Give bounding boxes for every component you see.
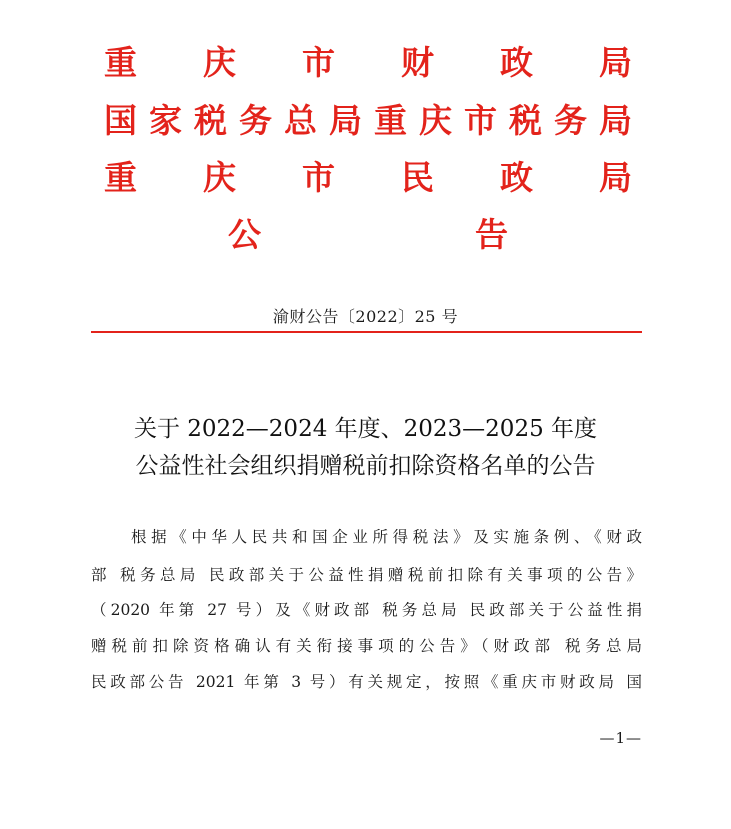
masthead-char: 市	[302, 43, 335, 82]
masthead-line-civil-affairs-bureau	[104, 155, 632, 201]
document-title-line-2: 公益性社会组织捐赠税前扣除资格名单的公告	[135, 453, 596, 479]
masthead-char: 局	[599, 101, 632, 140]
masthead-char: 务	[554, 101, 587, 140]
masthead-char: 民	[401, 158, 434, 197]
body-text-line: 部 税务总局 民政部关于公益性捐赠税前扣除有关事项的公告》	[91, 566, 642, 584]
masthead-char: 市	[302, 158, 335, 197]
body-text-line: 民政部公告 2021 年第 3 号）有关规定，按照《重庆市财政局 国	[91, 673, 642, 691]
masthead-char: 国	[104, 101, 137, 140]
masthead-char: 重	[104, 158, 137, 197]
masthead-line-finance-bureau	[104, 40, 632, 86]
masthead-char: 市	[464, 101, 497, 140]
masthead-char: 税	[509, 101, 542, 140]
body-text-line: 根据《中华人民共和国企业所得税法》及实施条例、《财政	[131, 528, 642, 546]
masthead-char: 庆	[419, 101, 452, 140]
masthead-char: 总	[284, 101, 317, 140]
red-divider-line	[91, 331, 642, 333]
masthead-char: 政	[500, 158, 533, 197]
masthead-char: 庆	[203, 43, 236, 82]
masthead-char: 重	[104, 43, 137, 82]
masthead-char: 重	[374, 101, 407, 140]
page-number: —1—	[599, 729, 642, 747]
body-text-line: 赠税前扣除资格确认有关衔接事项的公告》（财政部 税务总局	[91, 637, 642, 655]
masthead-char: 告	[475, 215, 508, 254]
masthead-char: 庆	[203, 158, 236, 197]
masthead-line-tax-bureau	[104, 98, 632, 144]
document-title-line-1: 关于 2022—2024 年度、2023—2025 年度	[133, 416, 598, 442]
body-text-line: （2020 年第 27 号）及《财政部 税务总局 民政部关于公益性捐	[91, 601, 642, 619]
masthead-char: 政	[500, 43, 533, 82]
masthead-char: 税	[194, 101, 227, 140]
masthead-char: 家	[149, 101, 182, 140]
masthead-line-announcement	[228, 212, 508, 258]
masthead-char: 局	[599, 158, 632, 197]
masthead-char: 局	[599, 43, 632, 82]
document-number: 渝财公告〔2022〕25 号	[272, 307, 459, 326]
masthead-char: 务	[239, 101, 272, 140]
masthead-char: 财	[401, 43, 434, 82]
masthead-char: 局	[329, 101, 362, 140]
masthead-char: 公	[228, 215, 261, 254]
